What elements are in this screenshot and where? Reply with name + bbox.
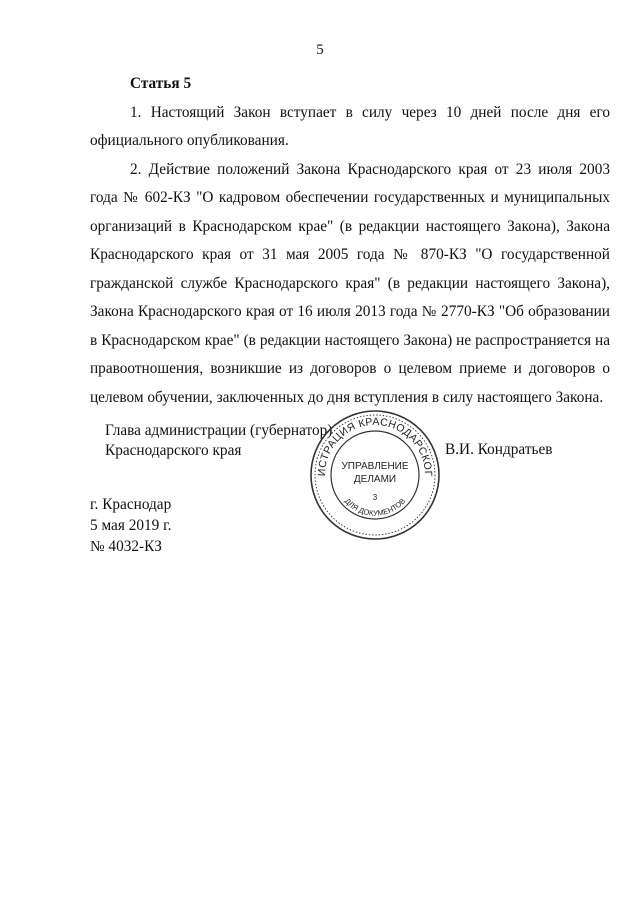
- signatory-position-line-2: Краснодарского края: [105, 442, 242, 459]
- stamp-center-line-2: ДЕЛАМИ: [353, 474, 397, 485]
- page-number: 5: [316, 42, 324, 58]
- article-paragraph-1: 1. Настоящий Закон вступает в силу через 10 дней после дня его официального опубликования.: [90, 103, 610, 149]
- footer-city: г. Краснодар: [90, 496, 172, 513]
- article-title: Статья 5: [130, 75, 192, 92]
- stamp-bottom-text: ДЛЯ ДОКУМЕНТОВ: [342, 496, 408, 518]
- article-paragraph-2: 2. Действие положений Закона Краснодарского края от 23 июля 2003 года № 602-КЗ "О кадровом обеспечении государственных и муниципальных организаций в Краснодарском крае" (в редакции настоящего Закона), Закона Краснодарского края от 31 мая 2005 года № 870-КЗ "О государственной гражданской службе Краснодарского края" (в редакции настоящего Закона), Закона Краснодарского края от 16 июля 2013 года № 2770-КЗ "Об образовании в Краснодарском крае" (в редакции настоящего Закона) не распространяется на правоотношения, возникшие из договоров о целевом приеме и договоров о целевом обучении, заключенных до дня вступления в силу настоящего Закона.: [90, 160, 610, 406]
- official-stamp: [305, 405, 445, 545]
- document-footer: [90, 494, 172, 557]
- stamp-number: 3: [372, 493, 378, 502]
- stamp-center-line-1: УПРАВЛЕНИЕ: [341, 461, 409, 472]
- signatory-name: В.И. Кондратьев: [445, 441, 553, 458]
- signatory-position: [105, 421, 332, 461]
- footer-law-number: № 4032-КЗ: [90, 538, 162, 555]
- signatory-position-line-1: Глава администрации (губернатор): [105, 422, 333, 439]
- footer-date: 5 мая 2019 г.: [90, 517, 172, 534]
- article-5: [90, 70, 610, 412]
- stamp-outer-text: ИСТРАЦИЯ КРАСНОДАРСКОГ: [315, 415, 435, 477]
